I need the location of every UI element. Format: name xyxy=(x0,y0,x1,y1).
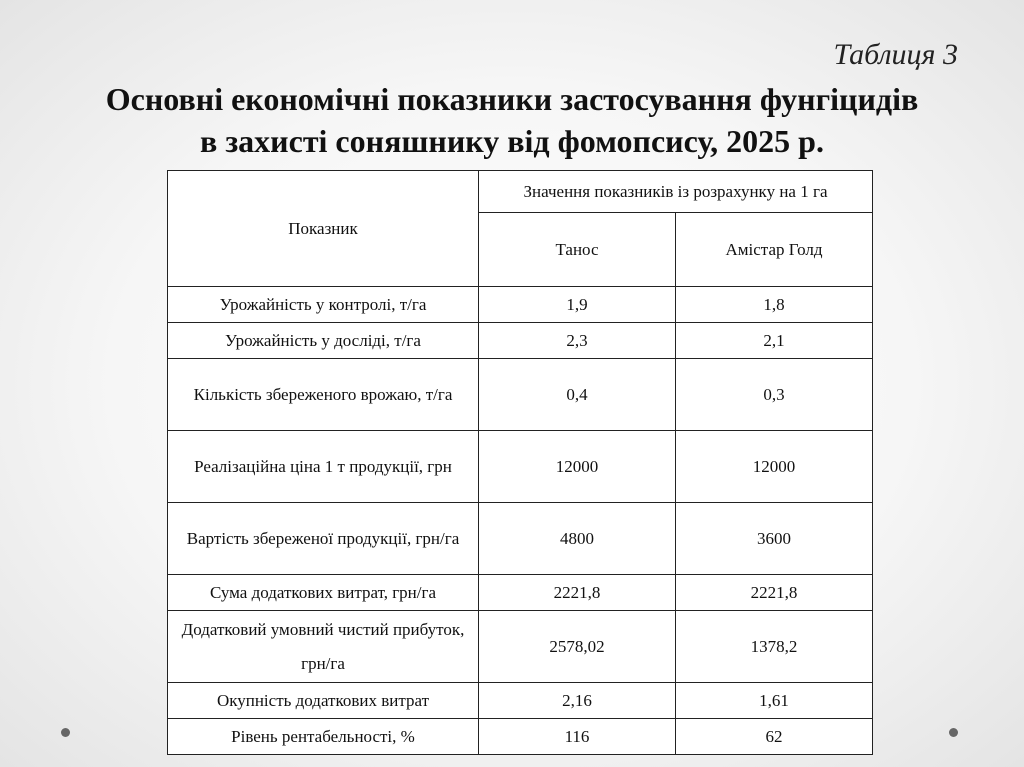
table-row xyxy=(168,575,873,611)
row-label: Кількість збереженого врожаю, т/га xyxy=(168,359,479,431)
table-row xyxy=(168,503,873,575)
row-value-amistar: 0,3 xyxy=(676,359,873,431)
title-line-1: Основні економічні показники застосування фунгіцидів xyxy=(105,81,919,117)
decorative-dot-right xyxy=(949,728,958,737)
row-label: Рівень рентабельності, % xyxy=(168,719,479,755)
decorative-dot-left xyxy=(61,728,70,737)
table-row xyxy=(168,719,873,755)
header-tanos: Танос xyxy=(479,213,676,287)
table-row xyxy=(168,287,873,323)
row-label: Сума додаткових витрат, грн/га xyxy=(168,575,479,611)
row-value-tanos: 4800 xyxy=(479,503,676,575)
header-group: Значення показників із розрахунку на 1 га xyxy=(479,171,873,213)
row-label: Окупність додаткових витрат xyxy=(168,683,479,719)
header-amistar-gold: Амістар Голд xyxy=(676,213,873,287)
row-value-amistar: 3600 xyxy=(676,503,873,575)
row-value-amistar: 2221,8 xyxy=(676,575,873,611)
row-label: Урожайність у контролі, т/га xyxy=(168,287,479,323)
row-value-tanos: 2221,8 xyxy=(479,575,676,611)
title-line-2: в захисті соняшнику від фомопсису, 2025 р. xyxy=(200,123,824,159)
row-value-amistar: 62 xyxy=(676,719,873,755)
row-value-amistar: 1378,2 xyxy=(676,611,873,683)
row-label: Урожайність у досліді, т/га xyxy=(168,323,479,359)
row-value-tanos: 2,3 xyxy=(479,323,676,359)
row-value-tanos: 12000 xyxy=(479,431,676,503)
table-row xyxy=(168,683,873,719)
row-label: Додатковий умовний чистий прибуток, грн/га xyxy=(168,611,479,683)
header-indicator: Показник xyxy=(168,171,479,287)
row-value-amistar: 2,1 xyxy=(676,323,873,359)
row-value-amistar: 1,61 xyxy=(676,683,873,719)
table-number-label: Таблиця 3 xyxy=(833,38,958,71)
row-value-tanos: 2578,02 xyxy=(479,611,676,683)
row-label: Вартість збереженої продукції, грн/га xyxy=(168,503,479,575)
row-value-amistar: 1,8 xyxy=(676,287,873,323)
row-value-tanos: 1,9 xyxy=(479,287,676,323)
header-row xyxy=(168,171,873,213)
row-value-tanos: 0,4 xyxy=(479,359,676,431)
table-row xyxy=(168,323,873,359)
row-label: Реалізаційна ціна 1 т продукції, грн xyxy=(168,431,479,503)
row-value-tanos: 116 xyxy=(479,719,676,755)
economic-indicators-table xyxy=(167,170,873,755)
row-value-amistar: 12000 xyxy=(676,431,873,503)
table-row xyxy=(168,611,873,683)
table-row xyxy=(168,359,873,431)
table-row xyxy=(168,431,873,503)
row-value-tanos: 2,16 xyxy=(479,683,676,719)
slide-title xyxy=(0,78,1024,162)
